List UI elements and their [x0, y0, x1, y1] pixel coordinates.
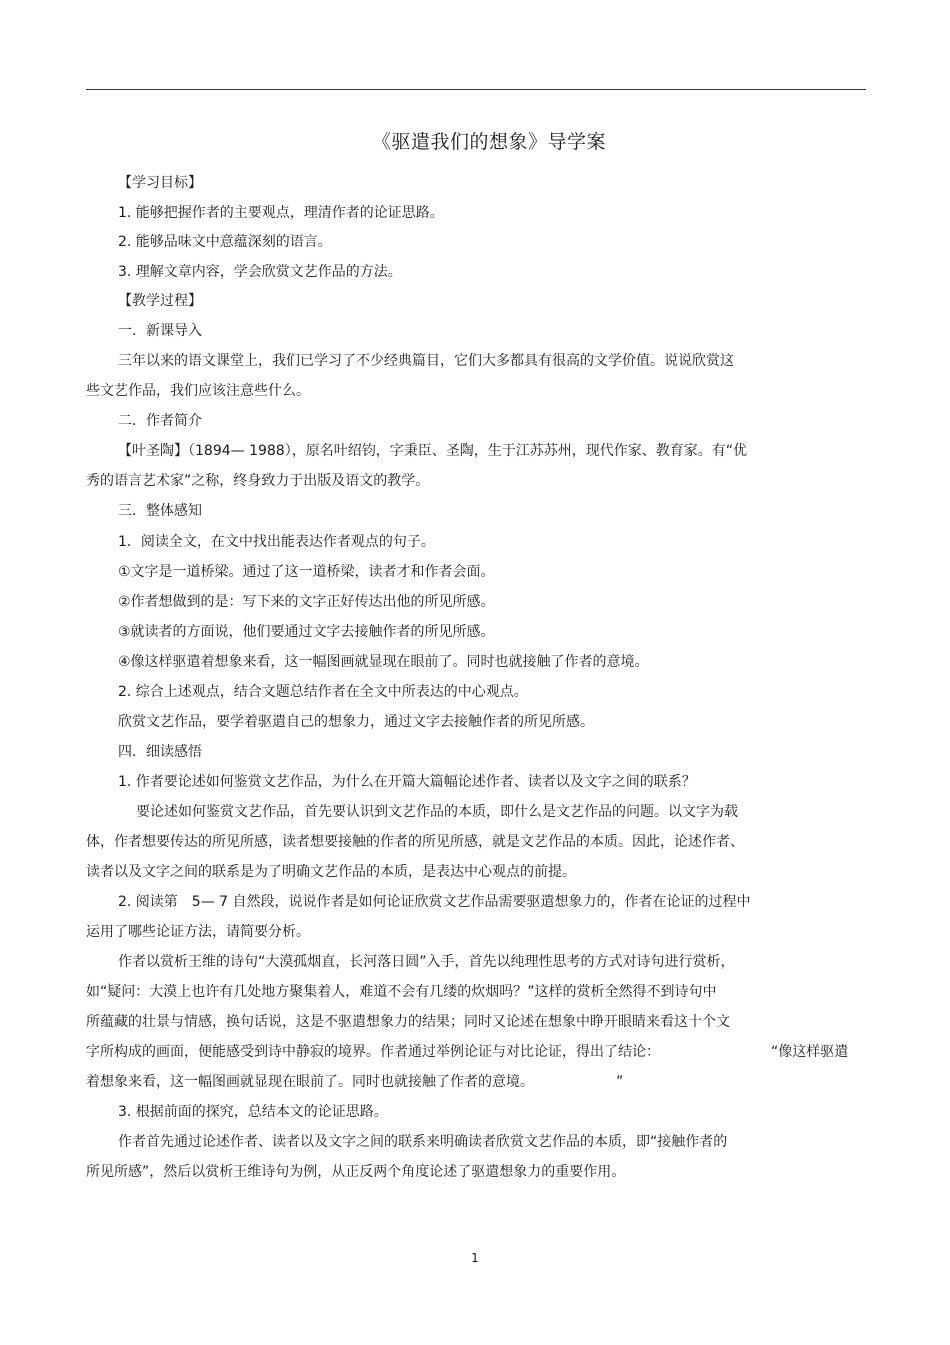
answer-line: 作者以赏析王维的诗句“大漠孤烟直，长河落日圆”入手，首先以纯理性思考的方式对诗句进行赏析，: [118, 954, 735, 970]
answer-line: 欣赏文艺作品，要学着驱遣自己的想象力，通过文字去接触作者的所见所感。: [118, 714, 594, 730]
answer-line-quote: “像这样驱遣: [771, 1044, 849, 1060]
section-heading-process: 【教学过程】: [118, 293, 202, 309]
question-line: 运用了哪些论证方法，请简要分析。: [86, 924, 310, 940]
answer-line: 字所构成的画面，便能感受到诗中静寂的境界。作者通过举例论证与对比论证，得出了结论：: [86, 1044, 660, 1060]
paragraph-line: 三年以来的语文课堂上，我们已学习了不少经典篇目，它们大多都具有很高的文学价值。说说欣赏这: [118, 353, 734, 369]
list-item: ③就读者的方面说，他们要通过文字去接触作者的所见所感。: [118, 624, 495, 640]
answer-line: 读者以及文字之间的联系是为了明确文艺作品的本质，是表达中心观点的前提。: [86, 864, 576, 880]
closing-quote-mark: ”: [616, 1074, 624, 1090]
subsection-heading: 二．作者简介: [118, 413, 202, 429]
question-line: 2. 阅读第 5— 7 自然段，说说作者是如何论证欣赏文艺作品需要驱遣想象力的，作者在论证的过程中: [118, 894, 751, 910]
answer-line: 作者首先通过论述作者、读者以及文字之间的联系来明确读者欣赏文艺作品的本质，即“接触作者的: [118, 1134, 728, 1150]
question-line: 3. 根据前面的探究，总结本文的论证思路。: [118, 1104, 388, 1120]
section-heading-goals: 【学习目标】: [118, 175, 202, 191]
answer-line: 体，作者想要传达的所见所感，读者想要接触的作者的所见所感，就是文艺作品的本质。因此，论述作者、: [86, 834, 744, 850]
paragraph-line: 些文艺作品，我们应该注意些什么。: [86, 383, 310, 399]
list-item: ②作者想做到的是：写下来的文字正好传达出他的所见所感。: [118, 594, 495, 610]
question-line: 1．阅读全文，在文中找出能表达作者观点的句子。: [118, 534, 435, 550]
paragraph-line: 秀的语言艺术家”之称，终身致力于出版及语文的教学。: [86, 473, 430, 489]
question-line: 2. 综合上述观点，结合文题总结作者在全文中所表达的中心观点。: [118, 684, 528, 700]
list-item: ①文字是一道桥梁。通过了这一道桥梁，读者才和作者会面。: [118, 564, 495, 580]
paragraph-line: 【叶圣陶】（1894— 1988），原名叶绍钧，字秉臣、圣陶，生于江苏苏州，现代作家、教育家。有“优: [118, 443, 747, 459]
goal-item: 3. 理解文章内容，学会欣赏文艺作品的方法。: [118, 264, 402, 280]
answer-line: 如“疑问：大漠上也许有几处地方聚集着人，难道不会有几缕的炊烟吗？”这样的赏析全然得不到诗句中: [86, 984, 717, 1000]
subsection-heading: 三．整体感知: [118, 503, 202, 519]
list-item: ④像这样驱遣着想象来看，这一幅图画就显现在眼前了。同时也就接触了作者的意境。: [118, 654, 649, 670]
answer-line: 着想象来看，这一幅图画就显现在眼前了。同时也就接触了作者的意境。: [86, 1074, 534, 1090]
page-title: 《驱遣我们的想象》导学案: [371, 131, 606, 153]
goal-item: 1. 能够把握作者的主要观点，理清作者的论证思路。: [118, 205, 444, 221]
page-number: 1: [471, 1251, 479, 1265]
answer-line: 所蕴藏的壮景与情感，换句话说，这是不驱遣想象力的结果；同时又论述在想象中睁开眼睛来看这十个文: [86, 1014, 730, 1030]
goal-item: 2. 能够品味文中意蕴深刻的语言。: [118, 234, 332, 250]
answer-line: 所见所感”，然后以赏析王维诗句为例，从正反两个角度论述了驱遣想象力的重要作用。: [86, 1164, 626, 1180]
answer-line: 要论述如何鉴赏文艺作品，首先要认识到文艺作品的本质，即什么是文艺作品的问题。以文字为载: [136, 804, 738, 820]
subsection-heading: 四．细读感悟: [118, 744, 202, 760]
question-line: 1. 作者要论述如何鉴赏文艺作品，为什么在开篇大篇幅论述作者、读者以及文字之间的联系？: [118, 774, 696, 790]
subsection-heading: 一．新课导入: [118, 323, 202, 339]
header-rule: [86, 89, 866, 90]
